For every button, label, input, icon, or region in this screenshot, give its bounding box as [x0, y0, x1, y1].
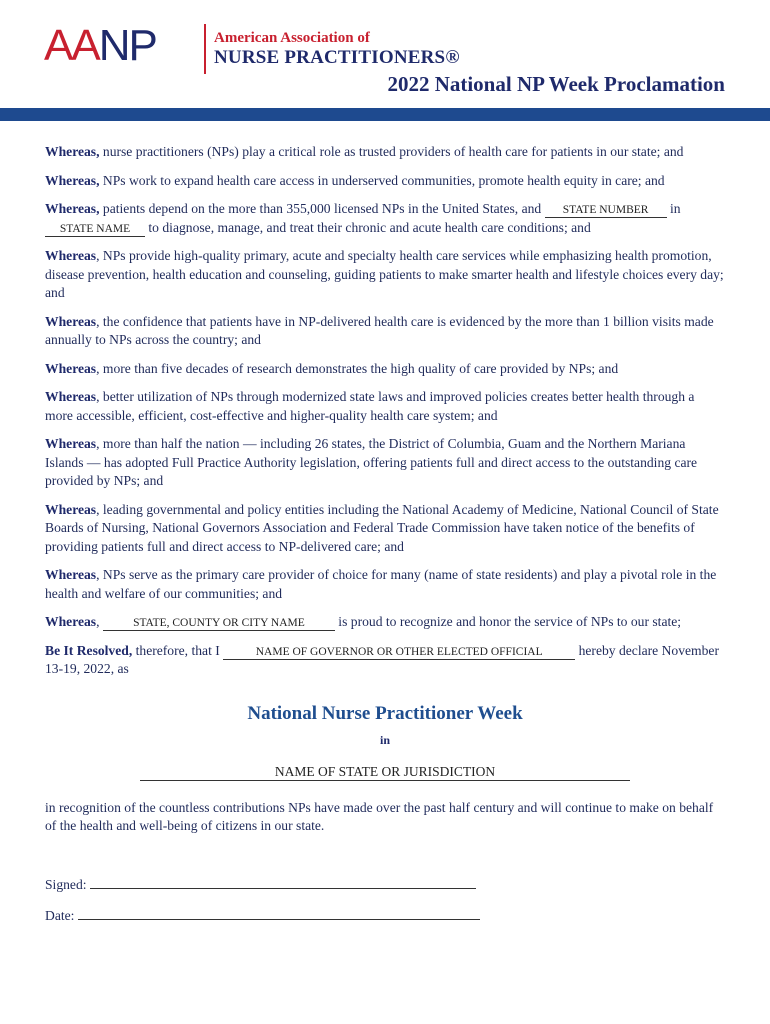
- whereas-paragraph-6: Whereas, more than five decades of research demonstrates the high quality of care provided by NPs; and: [45, 360, 619, 376]
- org-name-line1: American Association of: [214, 30, 370, 46]
- whereas-paragraph-2: Whereas, NPs work to expand health care access in underserved communities, promote health equity in care; and: [45, 172, 665, 188]
- in-label: in: [379, 732, 390, 747]
- logo-divider: [204, 24, 206, 74]
- proclamation-title: National Nurse Practitioner Week: [247, 702, 523, 724]
- aanp-logo: [44, 21, 156, 70]
- signed-label: Signed:: [45, 876, 87, 892]
- whereas-paragraph-5: Whereas, the confidence that patients have in NP-delivered health care is evidenced by the more than 1 billion visits made annually to NPs across the country; and: [45, 313, 714, 347]
- proclamation-body: [45, 143, 725, 924]
- resolved-paragraph: Be It Resolved, therefore, that I NAME OF GOVERNOR OR OTHER ELECTED OFFICIAL hereby declare November 13-19, 2022, as: [45, 642, 719, 676]
- closing-paragraph: in recognition of the countless contributions NPs have made over the past half century and will continue to make on behalf of the health and well-being of citizens in our state.: [45, 799, 714, 833]
- whereas-paragraph-10: Whereas, NPs serve as the primary care provider of choice for many (name of state residents) and play a pivotal role in the health and welfare of our communities; and: [45, 567, 717, 601]
- whereas-paragraph-9: Whereas, leading governmental and policy entities including the National Academy of Medicine, National Council of State Boards of Nursing, National Governors Association and Federal Trade Commission have taken notice of the benefits of providing patients full and direct access to NP-delivered care; and: [45, 501, 719, 554]
- signed-row: [45, 876, 725, 893]
- page-title: 2022 National NP Week Proclamation: [387, 72, 725, 96]
- document-header: [0, 0, 770, 120]
- official-name-field[interactable]: NAME OF GOVERNOR OR OTHER ELECTED OFFICIAL: [223, 646, 575, 660]
- whereas-paragraph-7: Whereas, better utilization of NPs through modernized state laws and improved policies creates better health through a more accessible, efficient, cost-effective and higher-quality health care system; and: [45, 389, 695, 423]
- header-bar: [0, 108, 770, 121]
- state-name-field[interactable]: STATE NAME: [45, 223, 145, 237]
- date-label: Date:: [45, 907, 75, 923]
- whereas-paragraph-1: Whereas, nurse practitioners (NPs) play a critical role as trusted providers of health care for patients in our state; and: [45, 144, 684, 159]
- logo-aa: AA: [44, 21, 99, 70]
- whereas-paragraph-11: Whereas, STATE, COUNTY OR CITY NAME is proud to recognize and honor the service of NPs to our state;: [45, 614, 682, 629]
- whereas-paragraph-8: Whereas, more than half the nation — including 26 states, the District of Columbia, Guam and the Northern Mariana Islands — has adopted Full Practice Authority legislation, offering patients full and direct access to the outstanding care provided by NPs; and: [45, 436, 698, 488]
- whereas-paragraph-4: Whereas, NPs provide high-quality primary, acute and specialty health care services while emphasizing health promotion, disease prevention, health education and counseling, guiding patients to make smarter health and lifestyle choices every day; and: [45, 248, 724, 300]
- state-county-city-field[interactable]: STATE, COUNTY OR CITY NAME: [103, 617, 335, 631]
- signature-field[interactable]: [90, 876, 476, 889]
- jurisdiction-field[interactable]: NAME OF STATE OR JURISDICTION: [140, 764, 630, 781]
- date-row: [45, 907, 725, 924]
- date-field[interactable]: [78, 907, 480, 920]
- state-number-field[interactable]: STATE NUMBER: [545, 204, 667, 218]
- whereas-paragraph-3: Whereas, patients depend on the more than 355,000 licensed NPs in the United States, and STATE NUMBER in STATE NAME to diagnose, manage, and treat their chronic and acute health care conditions; and: [45, 201, 681, 235]
- logo-np: NP: [98, 21, 156, 70]
- org-name-line2: NURSE PRACTITIONERS®: [214, 47, 460, 68]
